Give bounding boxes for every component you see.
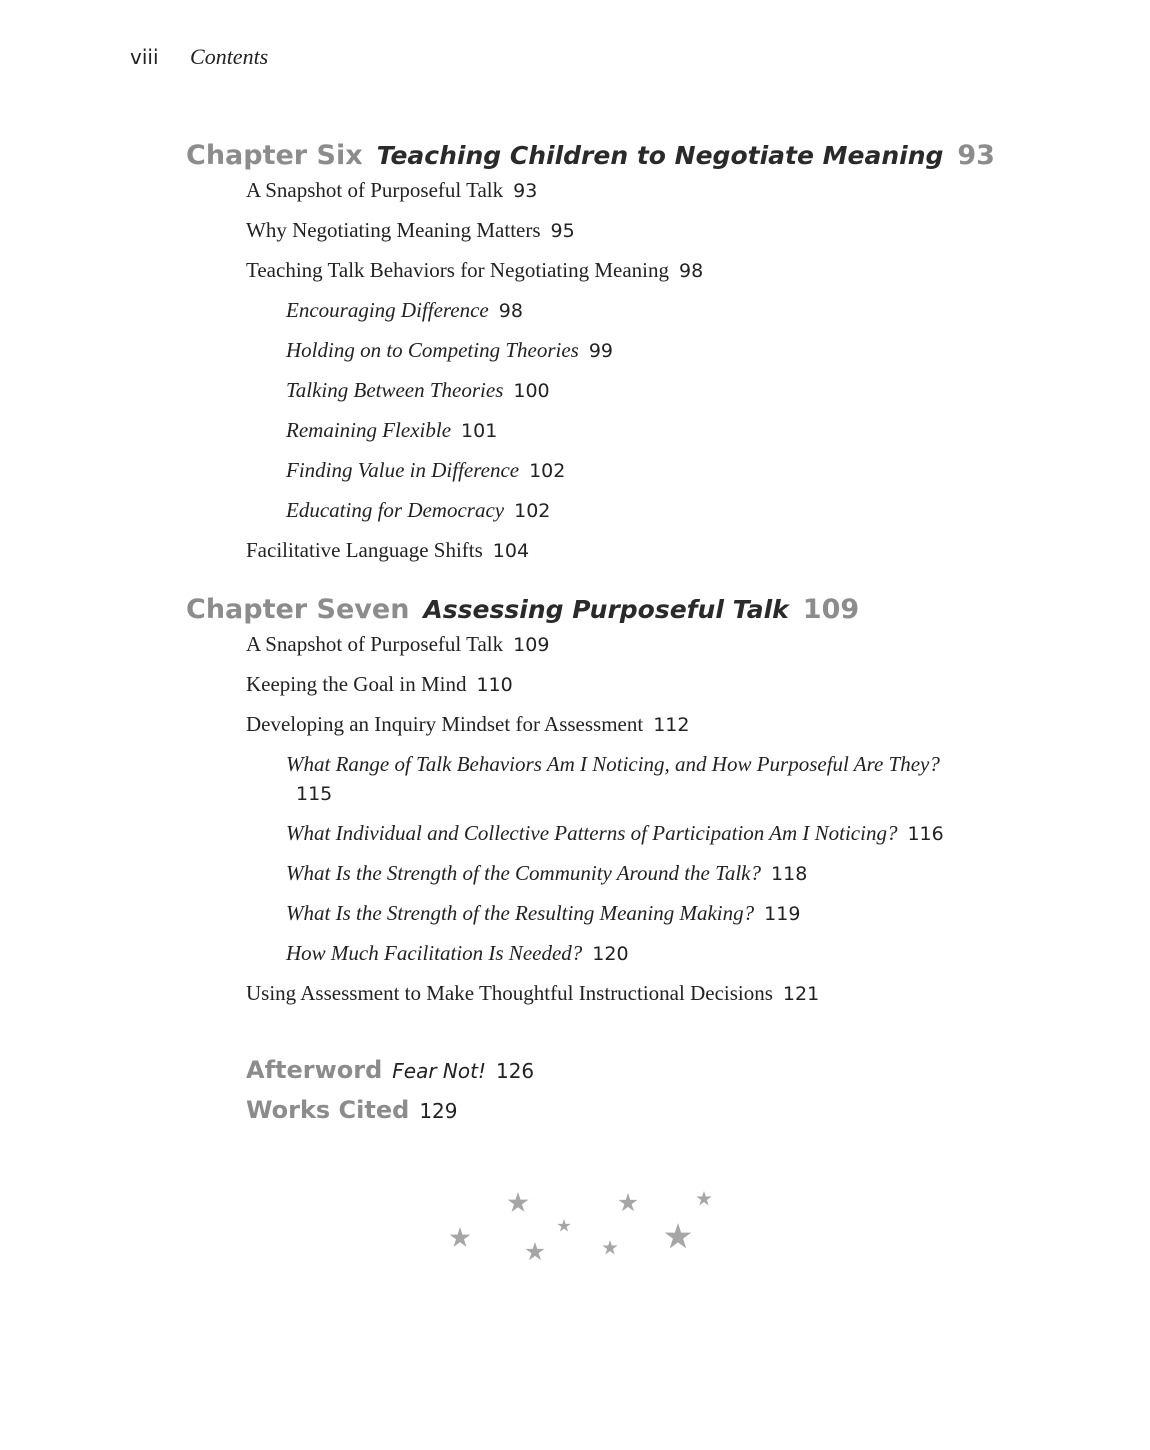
star-icon [696,1191,711,1205]
back-matter-page: 126 [495,1059,535,1083]
toc-subentry[interactable] [286,859,946,889]
toc-subentry[interactable] [286,939,946,969]
toc-entry-page: 99 [588,340,614,362]
section-gap [186,576,1086,592]
back-matter-label: Afterword [246,1056,383,1084]
toc-entry-text: What Range of Talk Behaviors Am I Noticing, and How Purposeful Are They? [286,752,940,776]
back-matter-label: Works Cited [246,1096,410,1124]
toc-entry-text: What Individual and Collective Patterns of Participation Am I Noticing? [286,821,898,845]
back-matter-entry-works-cited[interactable] [246,1095,1086,1126]
chapter-heading[interactable] [186,592,1086,628]
star-icon [557,1219,570,1232]
chapter-entries [186,630,1086,1009]
toc-entry-page: 102 [529,460,566,482]
toc-entry-page: 100 [513,380,550,402]
toc-subentry[interactable] [286,496,946,526]
toc-subentry[interactable] [286,376,946,406]
toc-entry-text: Teaching Talk Behaviors for Negotiating Meaning [246,258,669,282]
toc-entry[interactable] [246,710,1086,740]
toc-entry-page: 98 [498,300,523,322]
toc-entry-text: A Snapshot of Purposeful Talk [246,178,504,202]
toc-entry-page: 115 [296,783,333,805]
toc-subentry[interactable] [286,416,946,446]
toc-entry[interactable] [246,176,1086,206]
toc-entry-page: 95 [550,220,575,242]
toc-entry-page: 121 [782,983,820,1005]
toc-subentry[interactable] [286,750,946,809]
toc-entry-page: 109 [513,634,550,656]
toc-entry-text: Finding Value in Difference [286,458,520,482]
chapter-label: Chapter Six [186,140,363,171]
toc-subentry[interactable] [286,456,946,486]
chapter-title: Teaching Children to Negotiate Meaning [376,141,944,170]
table-of-contents [186,138,1086,1135]
toc-subentry[interactable] [286,296,946,326]
toc-entry-page: 112 [653,714,690,736]
star-icon [618,1193,637,1211]
back-matter-title: Fear Not! [392,1059,486,1083]
chapter-six [186,138,1086,566]
toc-entry-page: 98 [678,260,704,282]
toc-entry-text: Talking Between Theories [286,378,504,402]
toc-entry-text: A Snapshot of Purposeful Talk [246,632,504,656]
toc-entry-page: 118 [771,863,808,885]
toc-subentry[interactable] [286,899,946,929]
toc-entry-text: Facilitative Language Shifts [246,538,483,562]
toc-entry-page: 104 [492,540,530,562]
toc-entry[interactable] [246,670,1086,700]
back-matter-entry-afterword[interactable] [246,1055,1086,1086]
toc-entry-page: 120 [592,943,629,965]
toc-entry-text: What Is the Strength of the Resulting Meaning Making? [286,901,755,925]
star-icon [665,1223,692,1248]
toc-entry-text: How Much Facilitation Is Needed? [286,941,583,965]
toc-entry[interactable] [246,256,1086,286]
page-number: viii [130,45,159,69]
chapter-heading[interactable] [186,138,1086,174]
toc-subentry[interactable] [286,819,946,849]
toc-entry-page: 93 [513,180,538,202]
toc-entry-text: Developing an Inquiry Mindset for Assessment [246,712,644,736]
toc-entry[interactable] [246,979,1086,1009]
toc-entry-page: 102 [514,500,551,522]
toc-subentry[interactable] [286,336,946,366]
chapter-page: 109 [802,594,860,625]
star-icon [525,1242,544,1260]
chapter-seven [186,592,1086,1009]
star-icon [602,1240,617,1254]
star-cluster-icon [440,1185,730,1265]
toc-entry-page: 110 [476,674,513,696]
toc-entry[interactable] [246,536,1086,566]
running-head [130,44,268,70]
toc-entry-text: Keeping the Goal in Mind [246,672,467,696]
chapter-page: 93 [957,140,995,171]
toc-entry-text: Why Negotiating Meaning Matters [246,218,541,242]
back-matter [246,1055,1086,1126]
running-head-title: Contents [190,44,269,69]
chapter-title: Assessing Purposeful Talk [423,595,789,624]
back-matter-page: 129 [419,1099,458,1123]
toc-entry-text: Holding on to Competing Theories [286,338,579,362]
star-icon [450,1227,471,1247]
toc-entry-page: 119 [764,903,801,925]
toc-entry-text: Remaining Flexible [286,418,452,442]
toc-entry-text: Using Assessment to Make Thoughtful Instructional Decisions [246,981,773,1005]
toc-entry[interactable] [246,630,1086,660]
toc-entry-text: Encouraging Difference [286,298,489,322]
toc-entry-page: 101 [461,420,498,442]
star-icon [508,1192,529,1212]
toc-entry[interactable] [246,216,1086,246]
toc-entry-page: 116 [907,823,944,845]
toc-entry-text: What Is the Strength of the Community Around the Talk? [286,861,762,885]
toc-entry-text: Educating for Democracy [286,498,505,522]
chapter-label: Chapter Seven [186,594,410,625]
chapter-entries [186,176,1086,566]
